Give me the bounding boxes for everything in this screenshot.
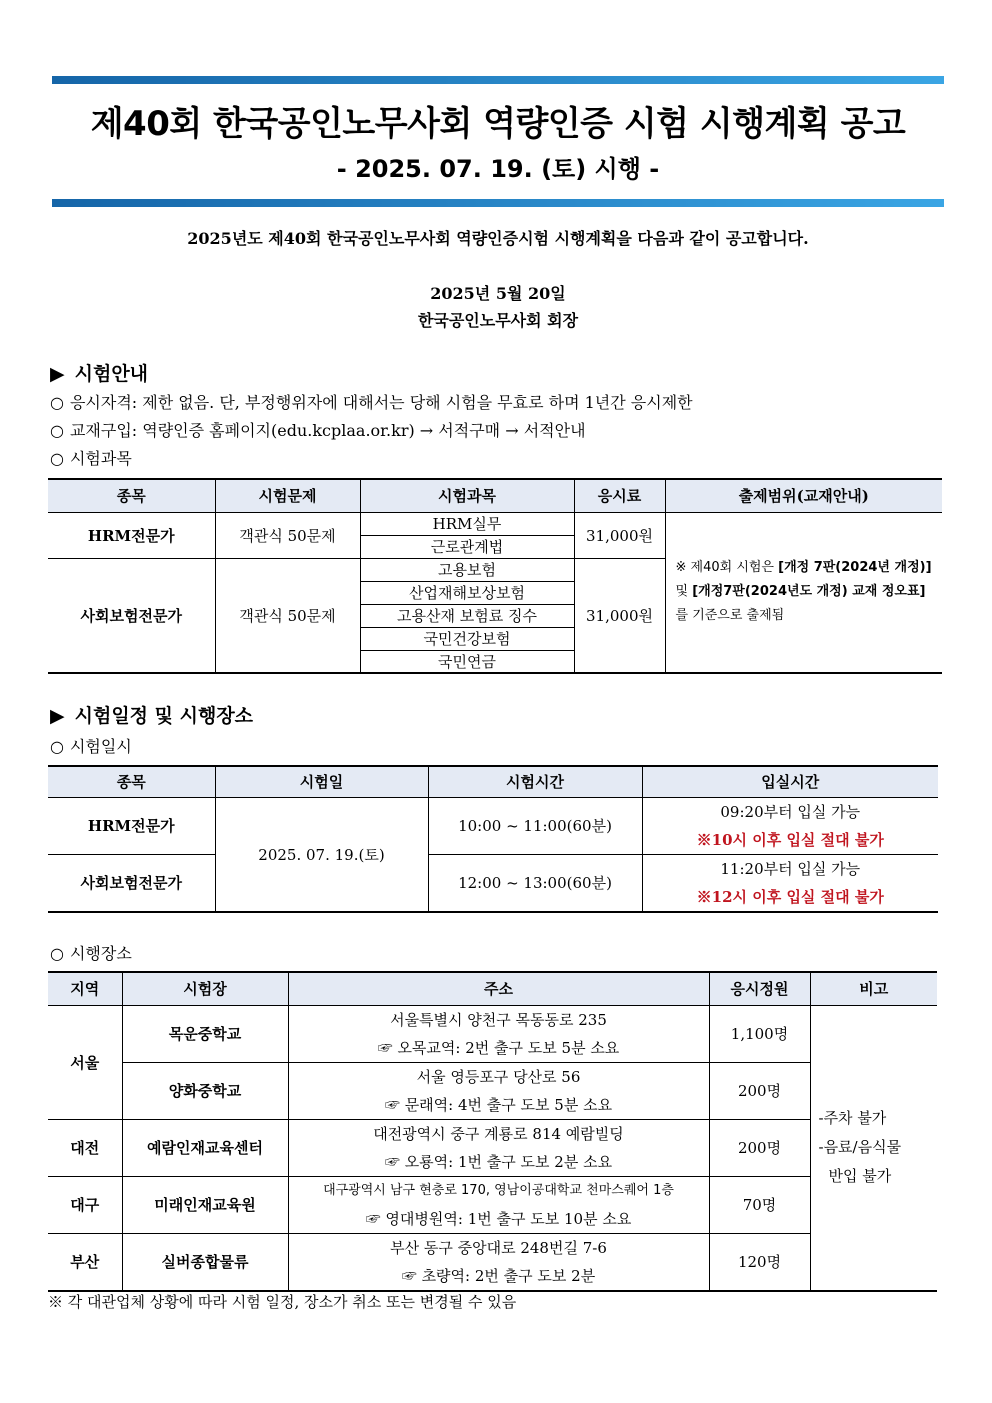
subject-cell: 고용산재 보험료 징수 <box>360 604 574 627</box>
section-heading-text: 시험일정 및 시행장소 <box>74 705 254 727</box>
exam-date: 2025. 07. 19.(토) <box>215 797 428 912</box>
venue-cell: 미래인재교육원 <box>122 1176 288 1233</box>
list-item-subjects: ○ 시험과목 <box>50 449 132 468</box>
entry-time: 11:20부터 입실 가능 ※12시 이후 입실 절대 불가 <box>642 854 938 912</box>
col-header: 응시료 <box>574 479 665 512</box>
col-header: 시험일 <box>215 766 428 797</box>
announcement-date: 2025년 5월 20일 <box>430 284 566 303</box>
subject-cell: 국민연금 <box>360 650 574 673</box>
top-rule <box>52 76 944 84</box>
subject-cell: 국민건강보험 <box>360 627 574 650</box>
region-cell: 대전 <box>48 1119 122 1176</box>
subject-cell: 산업재해보상보험 <box>360 581 574 604</box>
capacity-cell: 200명 <box>709 1119 810 1176</box>
venue-cell: 양화중학교 <box>122 1062 288 1119</box>
list-item-textbook: ○ 교재구입: 역량인증 홈페이지(edu.kcplaa.or.kr) → 서적구매 → 서적안내 <box>50 421 586 440</box>
triangle-right-icon: ▶ <box>50 363 65 385</box>
region-cell: 부산 <box>48 1233 122 1291</box>
col-header: 종목 <box>48 479 215 512</box>
col-header: 시험시간 <box>428 766 642 797</box>
col-header: 비고 <box>810 972 937 1005</box>
address-cell: 서울특별시 양천구 목동동로 235 ☞ 오목교역: 2번 출구 도보 5분 소요 <box>288 1005 709 1062</box>
circle-icon: ○ <box>50 449 64 468</box>
col-header: 응시정원 <box>709 972 810 1005</box>
hrm-name: HRM전문가 <box>48 512 215 558</box>
capacity-cell: 70명 <box>709 1176 810 1233</box>
subject-cell: 근로관계법 <box>360 535 574 558</box>
venue-cell: 실버종합물류 <box>122 1233 288 1291</box>
page-subtitle: - 2025. 07. 19. (토) 시행 - <box>336 155 660 183</box>
exam-time: 10:00 ~ 11:00(60분) <box>428 797 642 854</box>
schedule-name: 사회보험전문가 <box>48 854 215 912</box>
issuer: 한국공인노무사회 회장 <box>417 311 579 330</box>
intro-text: 2025년도 제40회 한국공인노무사회 역량인증시험 시행계획을 다음과 같이 공고합니다. <box>187 229 809 248</box>
region-cell: 대구 <box>48 1176 122 1233</box>
page-title: 제40회 한국공인노무사회 역량인증 시험 시행계획 공고 <box>90 104 906 144</box>
capacity-cell: 1,100명 <box>709 1005 810 1062</box>
si-fee: 31,000원 <box>574 558 665 673</box>
triangle-right-icon: ▶ <box>50 705 65 727</box>
col-header: 출제범위(교재안내) <box>665 479 942 512</box>
address-cell: 부산 동구 중앙대로 248번길 7-6 ☞ 초량역: 2번 출구 도보 2분 <box>288 1233 709 1291</box>
list-item-schedule: ○ 시험일시 <box>50 737 132 756</box>
exam-scope-note: ※ 제40회 시험은 [개정 7판(2024년 개정)] 및 [개정7판(2024년도 개정) 교재 정오표]를 기준으로 출제됨 <box>665 512 942 673</box>
footnote: ※ 각 대관업체 상황에 따라 시험 일정, 장소가 취소 또는 변경될 수 있음 <box>48 1293 517 1311</box>
si-name: 사회보험전문가 <box>48 558 215 673</box>
circle-icon: ○ <box>50 421 64 440</box>
hrm-questions: 객관식 50문제 <box>215 512 360 558</box>
address-cell: 대전광역시 중구 계룡로 814 예람빌딩 ☞ 오룡역: 1번 출구 도보 2분 소요 <box>288 1119 709 1176</box>
address-cell: 대구광역시 남구 현충로 170, 영남이공대학교 천마스퀘어 1층 ☞ 영대병원역: 1번 출구 도보 10분 소요 <box>288 1176 709 1233</box>
col-header: 종목 <box>48 766 215 797</box>
circle-icon: ○ <box>50 393 64 412</box>
schedule-name: HRM전문가 <box>48 797 215 854</box>
section-heading-exam-info <box>50 359 148 386</box>
col-header: 시험과목 <box>360 479 574 512</box>
hrm-fee: 31,000원 <box>574 512 665 558</box>
subject-cell: HRM실무 <box>360 512 574 535</box>
section-heading-text: 시험안내 <box>74 363 149 385</box>
col-header: 주소 <box>288 972 709 1005</box>
list-item-venue: ○ 시행장소 <box>50 944 132 963</box>
remarks-cell: -주차 불가 -음료/음식물 반입 불가 <box>810 1005 937 1291</box>
circle-icon: ○ <box>50 737 64 756</box>
list-item-eligibility: ○ 응시자격: 제한 없음. 단, 부정행위자에 대해서는 당해 시험을 무효로 하며 1년간 응시제한 <box>50 393 693 412</box>
subject-cell: 고용보험 <box>360 558 574 581</box>
bottom-rule <box>52 199 944 207</box>
region-cell: 서울 <box>48 1005 122 1119</box>
venue-table <box>48 971 937 1292</box>
section-heading-schedule <box>50 701 253 728</box>
venue-cell: 예람인재교육센터 <box>122 1119 288 1176</box>
circle-icon: ○ <box>50 944 64 963</box>
capacity-cell: 120명 <box>709 1233 810 1291</box>
subjects-table <box>48 478 942 674</box>
entry-time: 09:20부터 입실 가능 ※10시 이후 입실 절대 불가 <box>642 797 938 854</box>
schedule-table <box>48 765 938 913</box>
exam-time: 12:00 ~ 13:00(60분) <box>428 854 642 912</box>
col-header: 입실시간 <box>642 766 938 797</box>
col-header: 시험문제 <box>215 479 360 512</box>
capacity-cell: 200명 <box>709 1062 810 1119</box>
address-cell: 서울 영등포구 당산로 56 ☞ 문래역: 4번 출구 도보 5분 소요 <box>288 1062 709 1119</box>
venue-cell: 목운중학교 <box>122 1005 288 1062</box>
col-header: 시험장 <box>122 972 288 1005</box>
col-header: 지역 <box>48 972 122 1005</box>
si-questions: 객관식 50문제 <box>215 558 360 673</box>
